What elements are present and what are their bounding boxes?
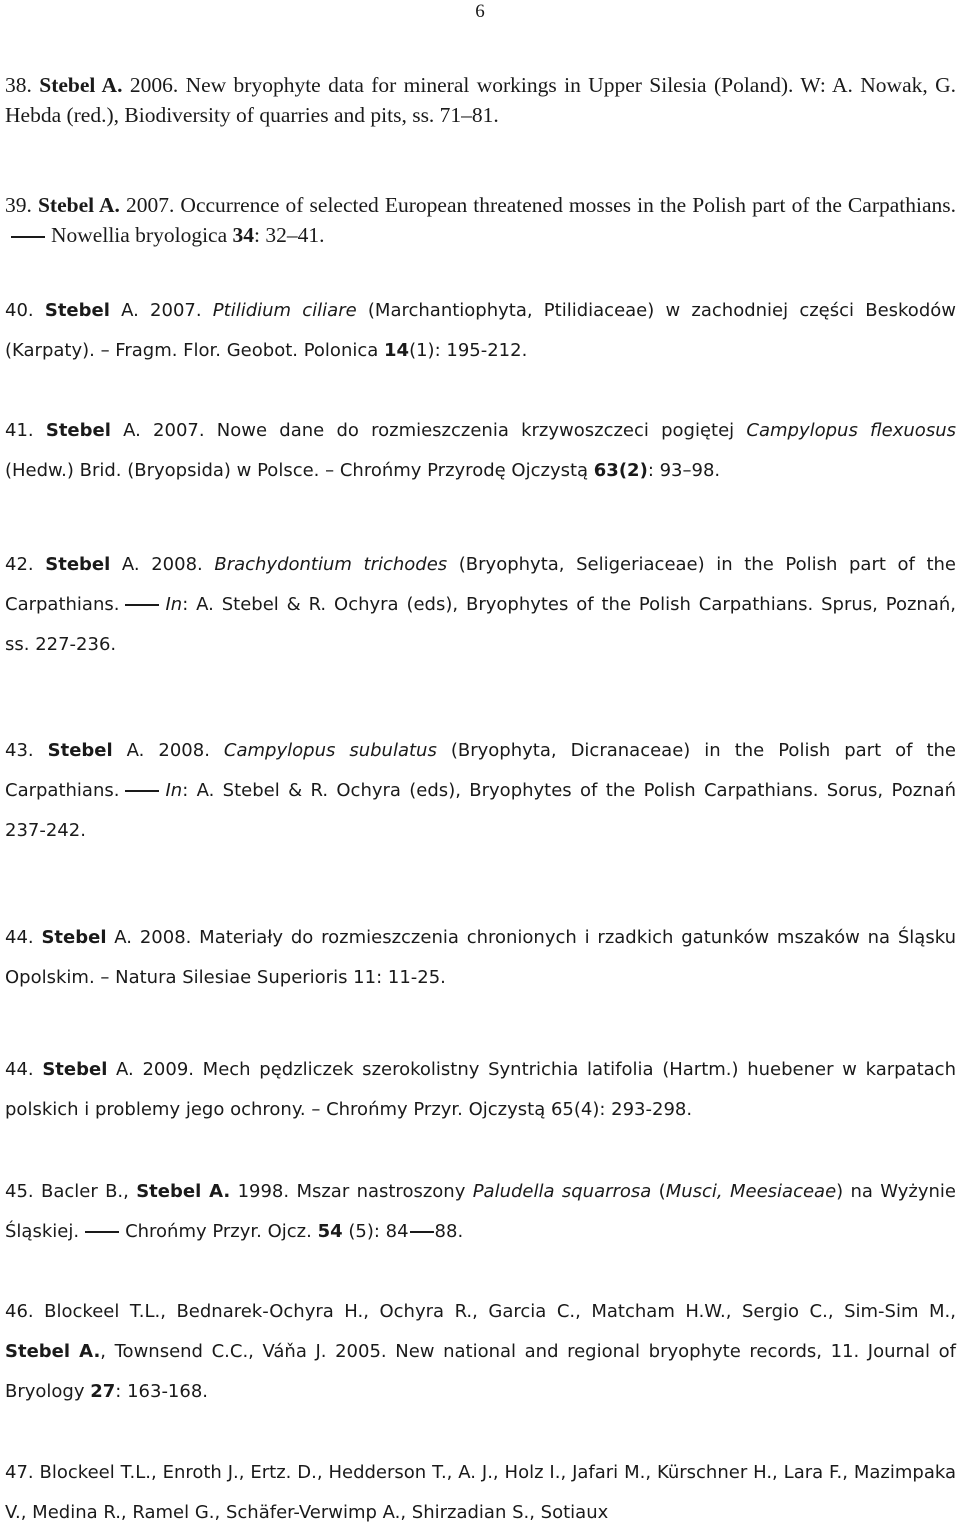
ref-author: Stebel A. (37, 193, 120, 217)
ref-taxon-family: Musci, Meesiaceae (665, 1181, 837, 1202)
ref-number: 44. (5, 1059, 34, 1080)
ref-in-label: In (165, 780, 183, 801)
ref-number: 44. (5, 927, 34, 948)
ref-pages: 88. (434, 1221, 464, 1242)
ref-text: A. 2008. (112, 740, 224, 761)
reference-38 (5, 70, 956, 130)
ref-number: 47. (5, 1462, 34, 1483)
ref-pages: (1): 195-212. (409, 340, 528, 361)
ref-journal: Chrońmy Przyr. Ojcz. (125, 1221, 318, 1242)
ref-pages: : 93–98. (647, 460, 721, 481)
ref-author: Stebel A. (5, 1341, 101, 1362)
ref-taxon: Brachydontium trichodes (214, 554, 448, 575)
ref-text: (Bryophyta, Dicranaceae) in the Polish part of the Carpathians. (5, 740, 957, 801)
reference-44a (5, 918, 956, 998)
ref-number: 43. (5, 740, 34, 761)
page-number: 6 (475, 1, 485, 22)
ref-author: Stebel (42, 1059, 108, 1080)
ref-volume: 14 (384, 340, 410, 361)
ref-author: Stebel (47, 740, 113, 761)
ref-author: Stebel (44, 300, 110, 321)
ref-coauthor: Bacler B., (33, 1181, 137, 1202)
ref-in-label: In (165, 594, 183, 615)
ref-number: 38. (5, 73, 32, 97)
ref-text: , Townsend C.C., Váňa J. 2005. New national and regional bryophyte records, 11. Journal of Bryology (5, 1341, 956, 1402)
reference-42 (5, 545, 956, 665)
ref-text: A. 2008. (110, 554, 215, 575)
ref-text: : A. Stebel & R. Ochyra (eds), Bryophytes of the Polish Carpathians. Sorus, Poznań 237-242. (5, 780, 956, 841)
dash-rule (11, 236, 45, 238)
ref-text: 2006. New bryophyte data for mineral workings in Upper Silesia (Poland). W: A. Nowak, G. Hebda (red.), Biodiversity of quarries and pits, ss. 71–81. (5, 73, 956, 127)
dash-rule (125, 604, 159, 606)
ref-text: A. 2009. Mech pędzliczek szerokolistny Syntrichia latifolia (Hartm.) huebener w karpatach polskich i problemy jego ochrony. – Chrońmy Przyr. Ojczystą 65(4): 293-298. (5, 1059, 956, 1120)
dash-rule (85, 1231, 119, 1233)
ref-text: A. 2007. (109, 300, 213, 321)
dash-rule (410, 1231, 434, 1233)
ref-number: 39. (5, 193, 32, 217)
ref-coauthors: Blockeel T.L., Bednarek-Ochyra H., Ochyra R., Garcia C., Matcham H.W., Sergio C., Sim-Sim M., (33, 1301, 956, 1322)
ref-text: (Marchantiophyta, Ptilidiaceae) w zachodniej części Beskodów (Karpaty). – Fragm. Flor. Geobot. Polonica (5, 300, 956, 361)
ref-pages: : 32–41. (254, 223, 325, 247)
ref-text: A. 2007. Nowe dane do rozmieszczenia krzywoszczeci pogiętej (110, 420, 747, 441)
reference-46 (5, 1292, 956, 1412)
ref-text: ( (651, 1181, 666, 1202)
ref-journal: Nowellia bryologica (51, 223, 233, 247)
ref-text: (Hedw.) Brid. (Bryopsida) w Polsce. – Chrońmy Przyrodę Ojczystą (5, 460, 594, 481)
ref-volume: 54 (317, 1221, 343, 1242)
ref-author: Stebel (45, 420, 111, 441)
ref-text: : A. Stebel & R. Ochyra (eds), Bryophytes of the Polish Carpathians. Sprus, Poznań, ss. 227-236. (5, 594, 956, 655)
reference-39 (5, 190, 956, 250)
ref-author: Stebel A. (136, 1181, 231, 1202)
ref-author: Stebel A. (39, 73, 123, 97)
ref-author: Stebel (45, 554, 111, 575)
reference-43 (5, 731, 956, 851)
ref-volume: 34 (232, 223, 255, 247)
ref-number: 40. (5, 300, 34, 321)
ref-volume: 63(2) (593, 460, 648, 481)
ref-number: 41. (5, 420, 34, 441)
ref-text: A. 2008. Materiały do rozmieszczenia chronionych i rzadkich gatunków mszaków na Śląsku Opolskim. – Natura Silesiae Superioris 11: 11-25. (5, 927, 956, 988)
ref-number: 46. (5, 1301, 34, 1322)
ref-text: ) na Wyżynie Śląskiej. (5, 1181, 957, 1242)
ref-taxon: Paludella squarrosa (472, 1181, 652, 1202)
ref-taxon: Campylopus subulatus (223, 740, 437, 761)
reference-47 (5, 1453, 956, 1533)
ref-volume: 27 (90, 1381, 116, 1402)
ref-text: 2007. Occurrence of selected European threatened mosses in the Polish part of the Carpathians. (119, 193, 957, 217)
ref-text: Blockeel T.L., Enroth J., Ertz. D., Hedderson T., A. J., Holz I., Jafari M., Kürschner H., Lara F., Mazimpaka V., Medina R., Ramel G., Schäfer-Verwimp A., Shirzadian S., Sotiaux (5, 1462, 956, 1523)
reference-40 (5, 291, 956, 371)
reference-44b (5, 1050, 956, 1130)
reference-41 (5, 411, 956, 491)
ref-number: 42. (5, 554, 34, 575)
reference-45 (5, 1172, 956, 1252)
ref-number: 45. (5, 1181, 34, 1202)
ref-taxon: Ptilidium ciliare (212, 300, 357, 321)
ref-text: (Bryophyta, Seligeriaceae) in the Polish part of the Carpathians. (5, 554, 956, 615)
ref-pages: (5): 84 (342, 1221, 409, 1242)
dash-rule (125, 790, 159, 792)
ref-author: Stebel (41, 927, 107, 948)
ref-text: 1998. Mszar nastroszony (230, 1181, 473, 1202)
ref-pages: : 163-168. (115, 1381, 209, 1402)
ref-taxon: Campylopus flexuosus (746, 420, 956, 441)
